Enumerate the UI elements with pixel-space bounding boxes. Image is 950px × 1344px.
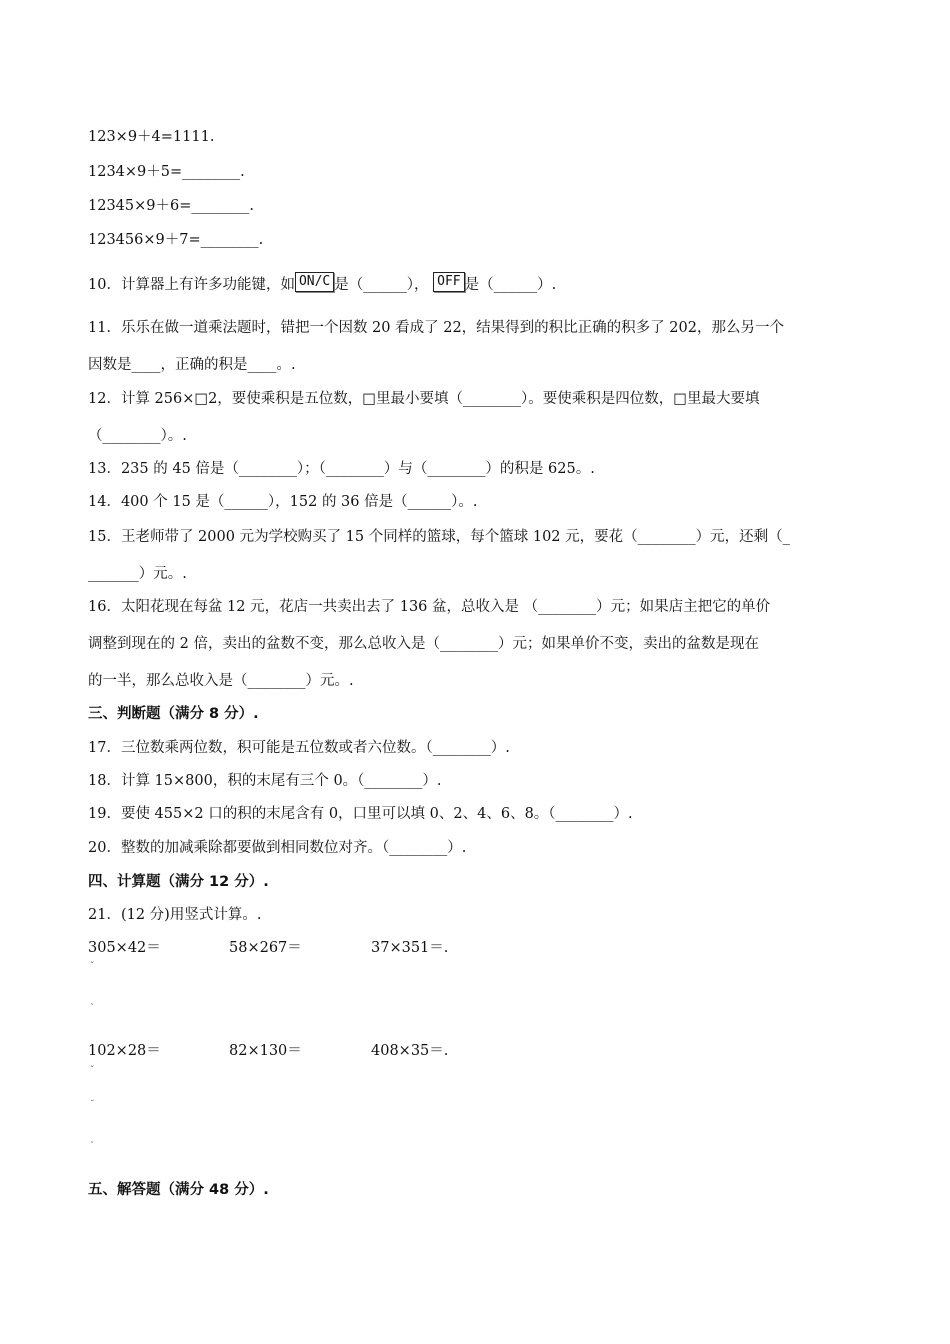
blank-mark: ˇ xyxy=(90,962,95,972)
question-13: 13．235 的 45 倍是（________）；（________）与（________）的积是 625。. xyxy=(88,461,595,477)
q10-text-a: 10．计算器上有许多功能键，如 xyxy=(88,277,295,293)
blank-mark: ˛ xyxy=(90,996,95,1006)
calc-1: 305×42＝ xyxy=(88,940,161,956)
on-c-key-icon: ON/C xyxy=(295,272,334,292)
question-15-line-1: 15．王老师带了 2000 元为学校购买了 15 个同样的篮球，每个篮球 102 元，要花（________）元，还剩（_ xyxy=(88,529,790,545)
pattern-line-3: 12345×9＋6=________. xyxy=(88,198,254,214)
question-17: 17．三位数乘两位数，积可能是五位数或者六位数。（________）. xyxy=(88,740,510,756)
question-11-line-2: 因数是____，正确的积是____。. xyxy=(88,357,296,373)
section-4-heading: 四、计算题（满分 12 分）. xyxy=(88,874,269,890)
q10-text-b: 是（______）， xyxy=(334,277,429,293)
calc-3: 37×351＝. xyxy=(371,940,449,956)
calc-row-1 xyxy=(88,938,448,958)
question-16-line-3: 的一半，那么总收入是（________）元。. xyxy=(88,673,354,689)
question-19: 19．要使 455×2 口的积的末尾含有 0，口里可以填 0、2、4、6、8。（________）. xyxy=(88,806,633,822)
off-key-icon: OFF xyxy=(433,272,464,292)
blank-mark: ˇ xyxy=(90,1066,95,1076)
question-10 xyxy=(88,272,556,295)
pattern-line-1: 123×9＋4=1111. xyxy=(88,129,215,145)
section-5-heading: 五、解答题（满分 48 分）. xyxy=(88,1182,269,1198)
calc-4: 102×28＝ xyxy=(88,1043,161,1059)
pattern-line-4: 123456×9＋7=________. xyxy=(88,232,264,248)
question-20: 20．整数的加减乘除都要做到相同数位对齐。（________）. xyxy=(88,840,467,856)
blank-mark: ˘ xyxy=(90,1100,95,1110)
question-21: 21．(12 分)用竖式计算。. xyxy=(88,907,262,923)
question-14: 14．400 个 15 是（______），152 的 36 倍是（______）。. xyxy=(88,494,478,510)
question-16-line-1: 16．太阳花现在每盆 12 元，花店一共卖出去了 136 盆，总收入是 （________）元；如果店主把它的单价 xyxy=(88,599,771,615)
question-12-line-1: 12．计算 256×□2，要使乘积是五位数，□里最小要填（________）。要使乘积是四位数，□里最大要填 xyxy=(88,391,760,407)
pattern-line-2: 1234×9＋5=________. xyxy=(88,164,245,180)
question-15-line-2: _______）元。. xyxy=(88,566,187,582)
q10-text-c: 是（______）. xyxy=(464,277,557,293)
calc-2: 58×267＝ xyxy=(229,940,302,956)
section-3-heading: 三、判断题（满分 8 分）. xyxy=(88,706,259,722)
blank-mark: ˛ xyxy=(90,1134,95,1144)
question-16-line-2: 调整到现在的 2 倍，卖出的盆数不变，那么总收入是（________）元；如果单价不变，卖出的盆数是现在 xyxy=(88,636,759,652)
question-18: 18．计算 15×800，积的末尾有三个 0。（________）. xyxy=(88,773,442,789)
calc-6: 408×35＝. xyxy=(371,1043,449,1059)
question-12-line-2: （________）。. xyxy=(88,428,187,444)
question-11-line-1: 11．乐乐在做一道乘法题时，错把一个因数 20 看成了 22，结果得到的积比正确的积多了 202，那么另一个 xyxy=(88,320,784,336)
calc-row-2 xyxy=(88,1041,448,1061)
calc-5: 82×130＝ xyxy=(229,1043,302,1059)
